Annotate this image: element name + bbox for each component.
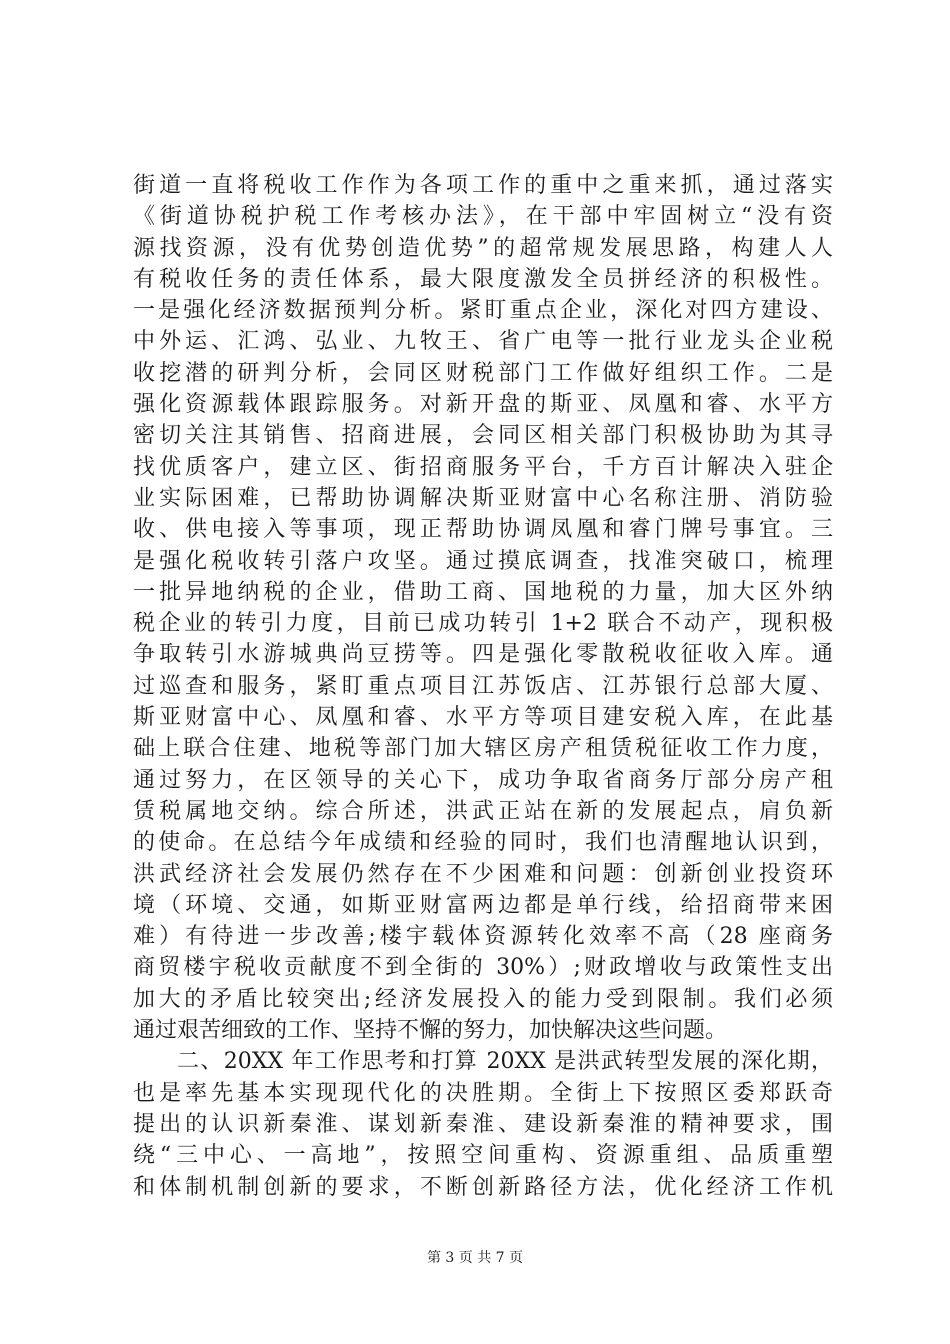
text-line: 找优质客户，建立区、街招商服务平台，千方百计解决入驻企	[133, 454, 833, 480]
text-line: 也是率先基本实现现代化的决胜期。全街上下按照区委郑跃奇	[133, 1080, 833, 1106]
text-line: 通过艰苦细致的工作、坚持不懈的努力，加快解决这些问题。	[133, 1018, 728, 1044]
page-number: 第 3 页 共 7 页	[426, 1250, 524, 1266]
text-line: 《街道协税护税工作考核办法》，在干部中牢固树立“没有资	[133, 204, 833, 230]
section-heading-line: 二、20XX 年工作思考和打算 20XX 是洪武转型发展的深化期，	[177, 1049, 833, 1075]
text-line: 过巡查和服务，紧盯重点项目江苏饭店、江苏银行总部大厦、	[133, 673, 833, 699]
text-line: 难）有待进一步改善;楼宇载体资源转化效率不高（28 座商务	[133, 924, 833, 950]
text-line: 洪武经济社会发展仍然存在不少困难和问题：创新创业投资环	[133, 861, 833, 887]
text-line: 街道一直将税收工作作为各项工作的重中之重来抓，通过落实	[133, 173, 833, 198]
text-line: 中外运、汇鸿、弘业、九牧王、省广电等一批行业龙头企业税	[133, 329, 833, 355]
text-line: 一批异地纳税的企业，借助工商、国地税的力量，加大区外纳	[133, 579, 833, 605]
text-line: 源找资源，没有优势创造优势”的超常规发展思路，构建人人	[133, 235, 833, 261]
text-line: 收挖潜的研判分析，会同区财税部门工作做好组织工作。二是	[133, 360, 833, 386]
text-line: 斯亚财富中心、凤凰和睿、水平方等项目建安税入库，在此基	[133, 705, 833, 731]
text-line: 础上联合住建、地税等部门加大辖区房产租赁税征收工作力度，	[133, 736, 833, 762]
text-line: 和体制机制创新的要求，不断创新路径方法，优化经济工作机	[133, 1174, 833, 1200]
text-line: 加大的矛盾比较突出;经济发展投入的能力受到限制。我们必须	[133, 986, 833, 1012]
text-line: 收、供电接入等事项，现正帮助协调凤凰和睿门牌号事宜。三	[133, 517, 833, 543]
text-line: 赁税属地交纳。综合所述，洪武正站在新的发展起点，肩负新	[133, 798, 833, 824]
text-line: 绕“三中心、一高地”，按照空间重构、资源重组、品质重塑	[133, 1143, 833, 1169]
text-line: 业实际困难，已帮助协调解决斯亚财富中心名称注册、消防验	[133, 485, 833, 511]
text-line: 税企业的转引力度，目前已成功转引 1+2 联合不动产，现积极	[133, 611, 833, 637]
page-footer	[0, 1248, 950, 1268]
text-line: 商贸楼宇税收贡献度不到全街的 30%）;财政增收与政策性支出	[133, 955, 833, 981]
text-line: 密切关注其销售、招商进展，会同区相关部门积极协助为其寻	[133, 423, 833, 449]
text-line: 一是强化经济数据预判分析。紧盯重点企业，深化对四方建设、	[133, 298, 833, 324]
text-line: 有税收任务的责任体系，最大限度激发全员拼经济的积极性。	[133, 266, 833, 292]
text-line: 境（环境、交通，如斯亚财富两边都是单行线，给招商带来困	[133, 892, 833, 918]
document-body	[133, 170, 833, 1203]
text-line: 的使命。在总结今年成绩和经验的同时，我们也清醒地认识到，	[133, 830, 833, 856]
text-line: 强化资源载体跟踪服务。对新开盘的斯亚、凤凰和睿、水平方	[133, 392, 833, 418]
text-line: 争取转引水游城典尚豆捞等。四是强化零散税收征收入库。通	[133, 642, 833, 668]
text-line: 是强化税收转引落户攻坚。通过摸底调查，找准突破口，梳理	[133, 548, 833, 574]
text-line: 提出的认识新秦淮、谋划新秦淮、建设新秦淮的精神要求，围	[133, 1111, 833, 1137]
text-line: 通过努力，在区领导的关心下，成功争取省商务厅部分房产租	[133, 767, 833, 793]
